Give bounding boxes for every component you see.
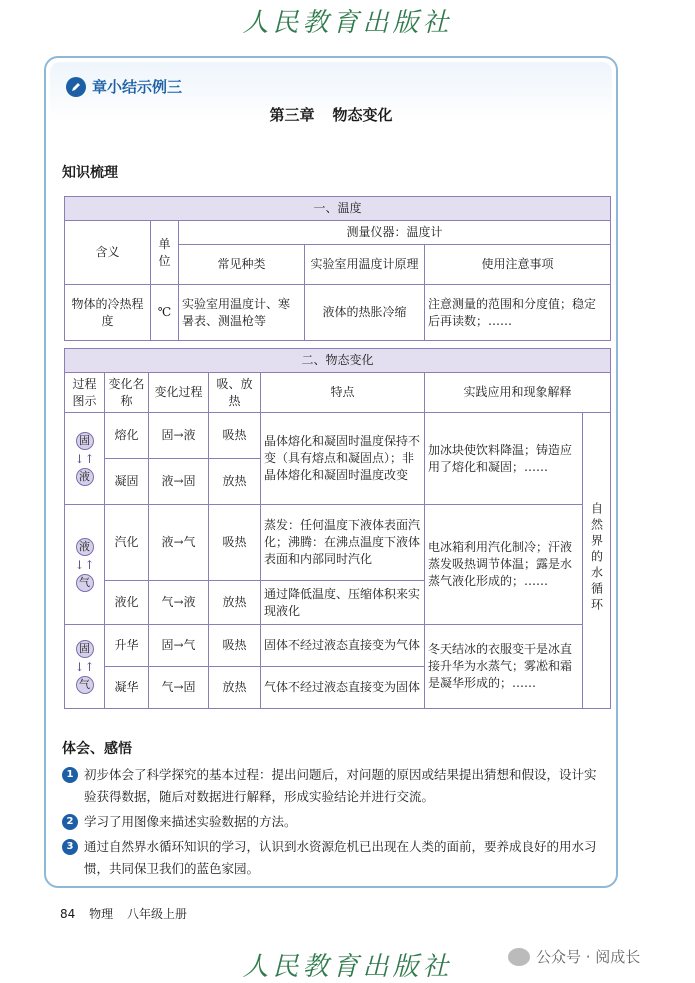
feature-deposit: 气体不经过液态直接变为固体: [261, 667, 425, 709]
unit-cell: ℃: [151, 285, 179, 341]
col-change-process: 变化过程: [149, 373, 209, 413]
water-cycle-cell: [583, 413, 611, 709]
change-name: 凝固: [105, 459, 149, 505]
change-heat: 吸热: [209, 505, 261, 581]
list-item: [62, 811, 602, 833]
chapter-number: 第三章: [269, 106, 315, 124]
col-notes: 使用注意事项: [425, 245, 611, 285]
col-meaning: 含义: [65, 221, 151, 285]
wechat-icon: [508, 948, 530, 966]
types-cell: 实验室用温度计、寒暑表、测温枪等: [179, 285, 305, 341]
change-name: 凝华: [105, 667, 149, 709]
feature-vaporize: 蒸发：任何温度下液体表面汽化；沸腾：在沸点温度下液体表面和内部同时汽化: [261, 505, 425, 581]
footer-grade: 八年级上册: [126, 907, 187, 921]
application-melt-solidify: 加冰块使饮料降温；铸造应用了熔化和凝固；……: [425, 413, 583, 505]
meaning-cell: 物体的冷热程度: [65, 285, 151, 341]
change-process: 气→固: [149, 667, 209, 709]
footer-subject: 物理: [89, 907, 114, 921]
change-name: 升华: [105, 625, 149, 667]
col-principle: 实验室用温度计原理: [305, 245, 425, 285]
change-heat: 吸热: [209, 413, 261, 459]
col-change-name: 变化名称: [105, 373, 149, 413]
col-diagram: 过程图示: [65, 373, 105, 413]
principle-cell: 液体的热胀冷缩: [305, 285, 425, 341]
gas-state-icon: 气: [76, 574, 94, 592]
change-heat: 放热: [209, 459, 261, 505]
col-features: 特点: [261, 373, 425, 413]
knowledge-heading: 知识梳理: [62, 165, 118, 181]
publisher-logo-bottom: 人民教育出版社: [242, 952, 453, 982]
change-process: 固→液: [149, 413, 209, 459]
item-text: 初步体会了科学探究的基本过程：提出问题后，对问题的原因或结果提出猜想和假设，设计实验获得数据，随后对数据进行解释，形成实验结论并进行交流。: [84, 767, 597, 804]
list-item: [62, 836, 602, 880]
col-applications: 实践应用和现象解释: [425, 373, 611, 413]
change-name: 液化: [105, 581, 149, 625]
feature-sublimate: 固体不经过液态直接变为气体: [261, 625, 425, 667]
col-heat: 吸、放热: [209, 373, 261, 413]
change-process: 液→气: [149, 505, 209, 581]
feature-melt-solidify: 晶体熔化和凝固时温度保持不变（具有熔点和凝固点）；非晶体熔化和凝固时温度改变: [261, 413, 425, 505]
page-footer: [60, 905, 197, 922]
change-process: 固→气: [149, 625, 209, 667]
section-tag: [66, 76, 182, 97]
wechat-watermark: [508, 946, 640, 967]
chapter-summary-card: [44, 56, 618, 888]
watermark-text: 公众号 · 阅成长: [536, 948, 641, 966]
change-heat: 吸热: [209, 625, 261, 667]
page-number: 84: [60, 907, 76, 921]
liquid-state-icon: 液: [76, 538, 94, 556]
feature-liquefy: 通过降低温度、压缩体积来实现液化: [261, 581, 425, 625]
diagram-solid-liquid: [65, 413, 105, 505]
bidirectional-arrow-icon: ↓↑: [74, 659, 95, 674]
col-unit: 单位: [151, 221, 179, 285]
chapter-name: 物态变化: [332, 106, 393, 124]
gas-state-icon: 气: [76, 676, 94, 694]
change-heat: 放热: [209, 667, 261, 709]
section-tag-label: 章小结示例三: [92, 78, 183, 96]
bidirectional-arrow-icon: ↓↑: [74, 451, 95, 466]
change-name: 汽化: [105, 505, 149, 581]
chapter-title: [50, 104, 612, 125]
temperature-table: [64, 196, 611, 341]
change-heat: 放热: [209, 581, 261, 625]
solid-state-icon: 固: [76, 640, 94, 658]
pencil-icon: [66, 77, 86, 97]
item-number: 3: [62, 839, 78, 855]
publisher-logo-top: 人民教育出版社: [242, 8, 453, 38]
application-sublimation: 冬天结冰的衣服变干是冰直接升华为水蒸气；雾凇和霜是凝华形成的；……: [425, 625, 583, 709]
item-number: 2: [62, 814, 78, 830]
change-name: 熔化: [105, 413, 149, 459]
diagram-solid-gas: [65, 625, 105, 709]
item-number: 1: [62, 767, 78, 783]
water-cycle-label: 自然界的水循环: [589, 502, 604, 614]
change-process: 气→液: [149, 581, 209, 625]
liquid-state-icon: 液: [76, 468, 94, 486]
col-types: 常见种类: [179, 245, 305, 285]
instrument-header: 测量仪器：温度计: [179, 221, 611, 245]
temperature-band: 一、温度: [65, 197, 611, 221]
state-change-band: 二、物态变化: [65, 349, 611, 373]
diagram-liquid-gas: [65, 505, 105, 625]
solid-state-icon: 固: [76, 432, 94, 450]
application-vapor-liquid: 电冰箱利用汽化制冷；汗液蒸发吸热调节体温；露是水蒸气液化形成的；……: [425, 505, 583, 625]
change-process: 液→固: [149, 459, 209, 505]
notes-cell: 注意测量的范围和分度值；稳定后再读数；……: [425, 285, 611, 341]
bidirectional-arrow-icon: ↓↑: [74, 557, 95, 572]
reflection-heading: 体会、感悟: [62, 741, 132, 757]
reflection-list: [62, 764, 602, 883]
item-text: 通过自然界水循环知识的学习，认识到水资源危机已出现在人类的面前，要养成良好的用水习惯，共同保卫我们的蓝色家园。: [84, 839, 597, 876]
state-change-table: [64, 348, 611, 709]
list-item: [62, 764, 602, 808]
item-text: 学习了用图像来描述实验数据的方法。: [84, 814, 297, 829]
